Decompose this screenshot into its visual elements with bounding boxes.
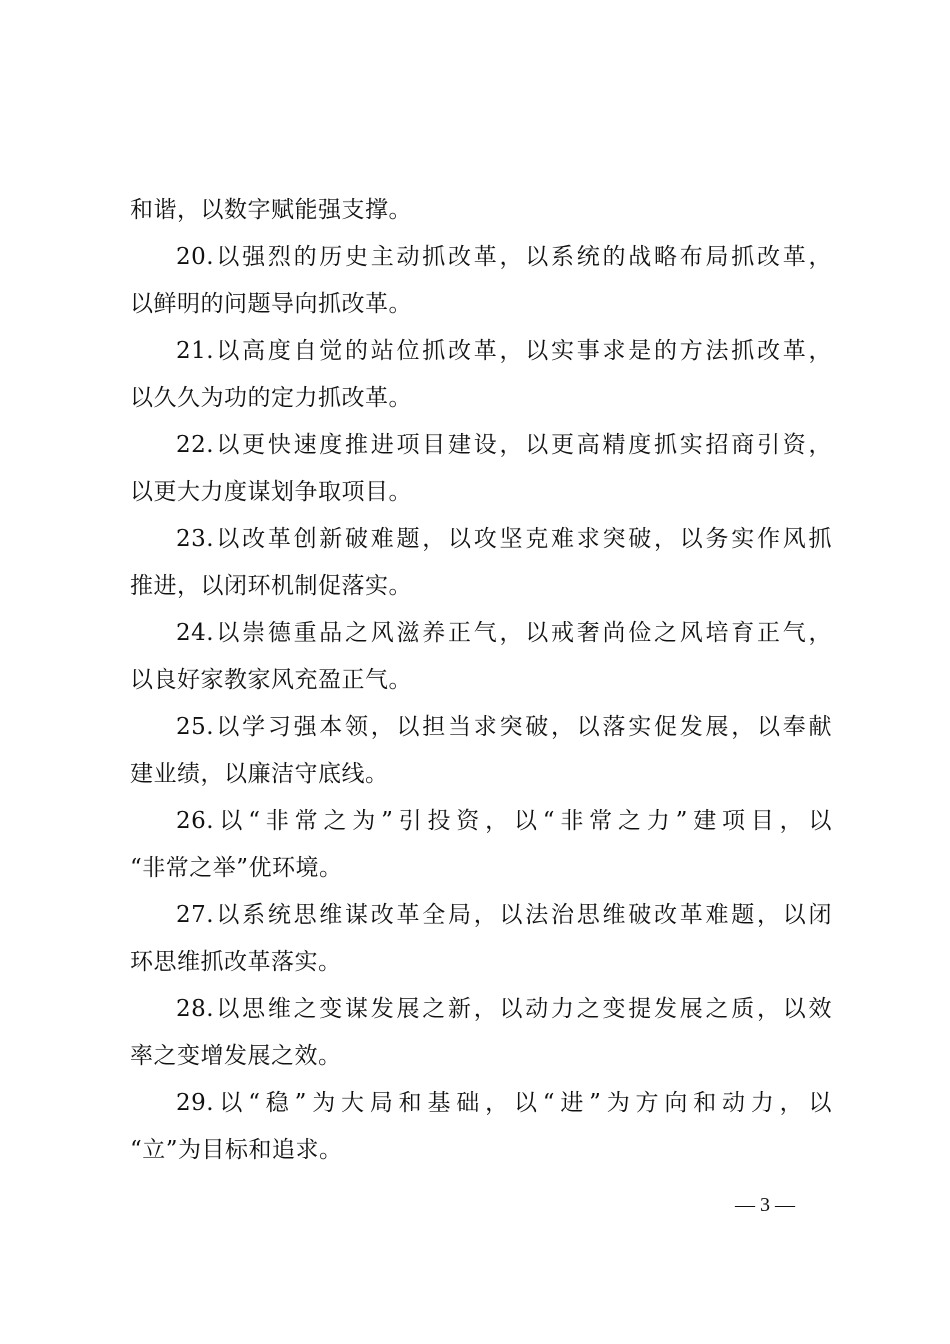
item-22-line-2: 以更大力度谋划争取项目。: [130, 479, 412, 505]
item-21-line-2: 以久久为功的定力抓改革。: [130, 385, 412, 411]
item-23-line-2: 推进，以闭环机制促落实。: [130, 573, 412, 599]
item-22-line-1: 22.以更快速度推进项目建设，以更高精度抓实招商引资，: [176, 432, 832, 458]
document-body: [130, 187, 832, 1174]
item-24-line-1: 24.以崇德重品之风滋养正气，以戒奢尚俭之风培育正气，: [176, 620, 832, 646]
item-29-line-1: 29.以“稳”为大局和基础，以“进”为方向和动力，以: [176, 1090, 832, 1116]
item-21-line-1: 21.以高度自觉的站位抓改革，以实事求是的方法抓改革，: [176, 338, 832, 364]
item-29-line-2: “立”为目标和追求。: [130, 1137, 343, 1163]
item-28-line-1: 28.以思维之变谋发展之新，以动力之变提发展之质，以效: [176, 996, 832, 1022]
item-26-line-2: “非常之举”优环境。: [130, 855, 343, 881]
item-26-line-1: 26.以“非常之为”引投资，以“非常之力”建项目，以: [176, 808, 832, 834]
item-23-line-1: 23.以改革创新破难题，以攻坚克难求突破，以务实作风抓: [176, 526, 832, 552]
item-24-line-2: 以良好家教家风充盈正气。: [130, 667, 412, 693]
item-20-line-1: 20.以强烈的历史主动抓改革，以系统的战略布局抓改革，: [176, 244, 832, 270]
page-number: — 3 —: [735, 1194, 795, 1216]
item-25-line-2: 建业绩，以廉洁守底线。: [130, 761, 389, 787]
item-27-line-1: 27.以系统思维谋改革全局，以法治思维破改革难题，以闭: [176, 902, 832, 928]
text-line: 和谐，以数字赋能强支撑。: [130, 197, 412, 223]
item-27-line-2: 环思维抓改革落实。: [130, 949, 342, 975]
item-25-line-1: 25.以学习强本领，以担当求突破，以落实促发展，以奉献: [176, 714, 832, 740]
item-28-line-2: 率之变增发展之效。: [130, 1043, 342, 1069]
item-20-line-2: 以鲜明的问题导向抓改革。: [130, 291, 412, 317]
